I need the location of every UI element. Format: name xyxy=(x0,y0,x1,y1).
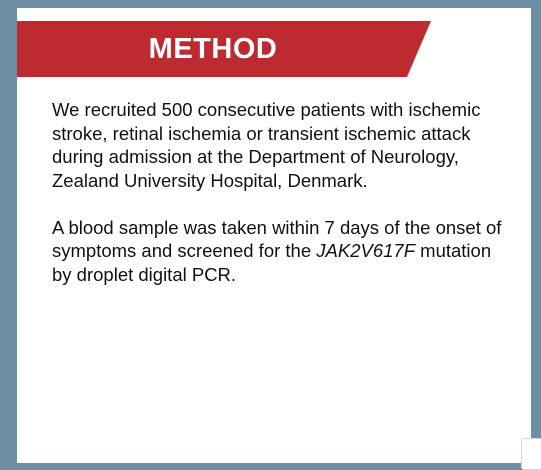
paragraph-blood-sample xyxy=(52,216,512,287)
section-title: METHOD xyxy=(148,32,278,65)
paragraph-recruitment: We recruited 500 consecutive patients with ischemic stroke, retinal ischemia or transient ischemic attack during admission at the Department of Neurology, Zealand University Hospital, Denmark. xyxy=(52,99,481,191)
method-text xyxy=(52,98,512,286)
paragraph-blood-sample-lead: A blood sample was taken within 7 days of the onset of symptoms and screened for the xyxy=(52,216,502,261)
paragraph-blood-sample-tail: mutation by droplet digital PCR. xyxy=(52,240,492,285)
corner-scroll-handle[interactable] xyxy=(521,438,541,470)
gene-name: JAK2V617F xyxy=(316,240,416,261)
method-panel xyxy=(17,8,531,463)
